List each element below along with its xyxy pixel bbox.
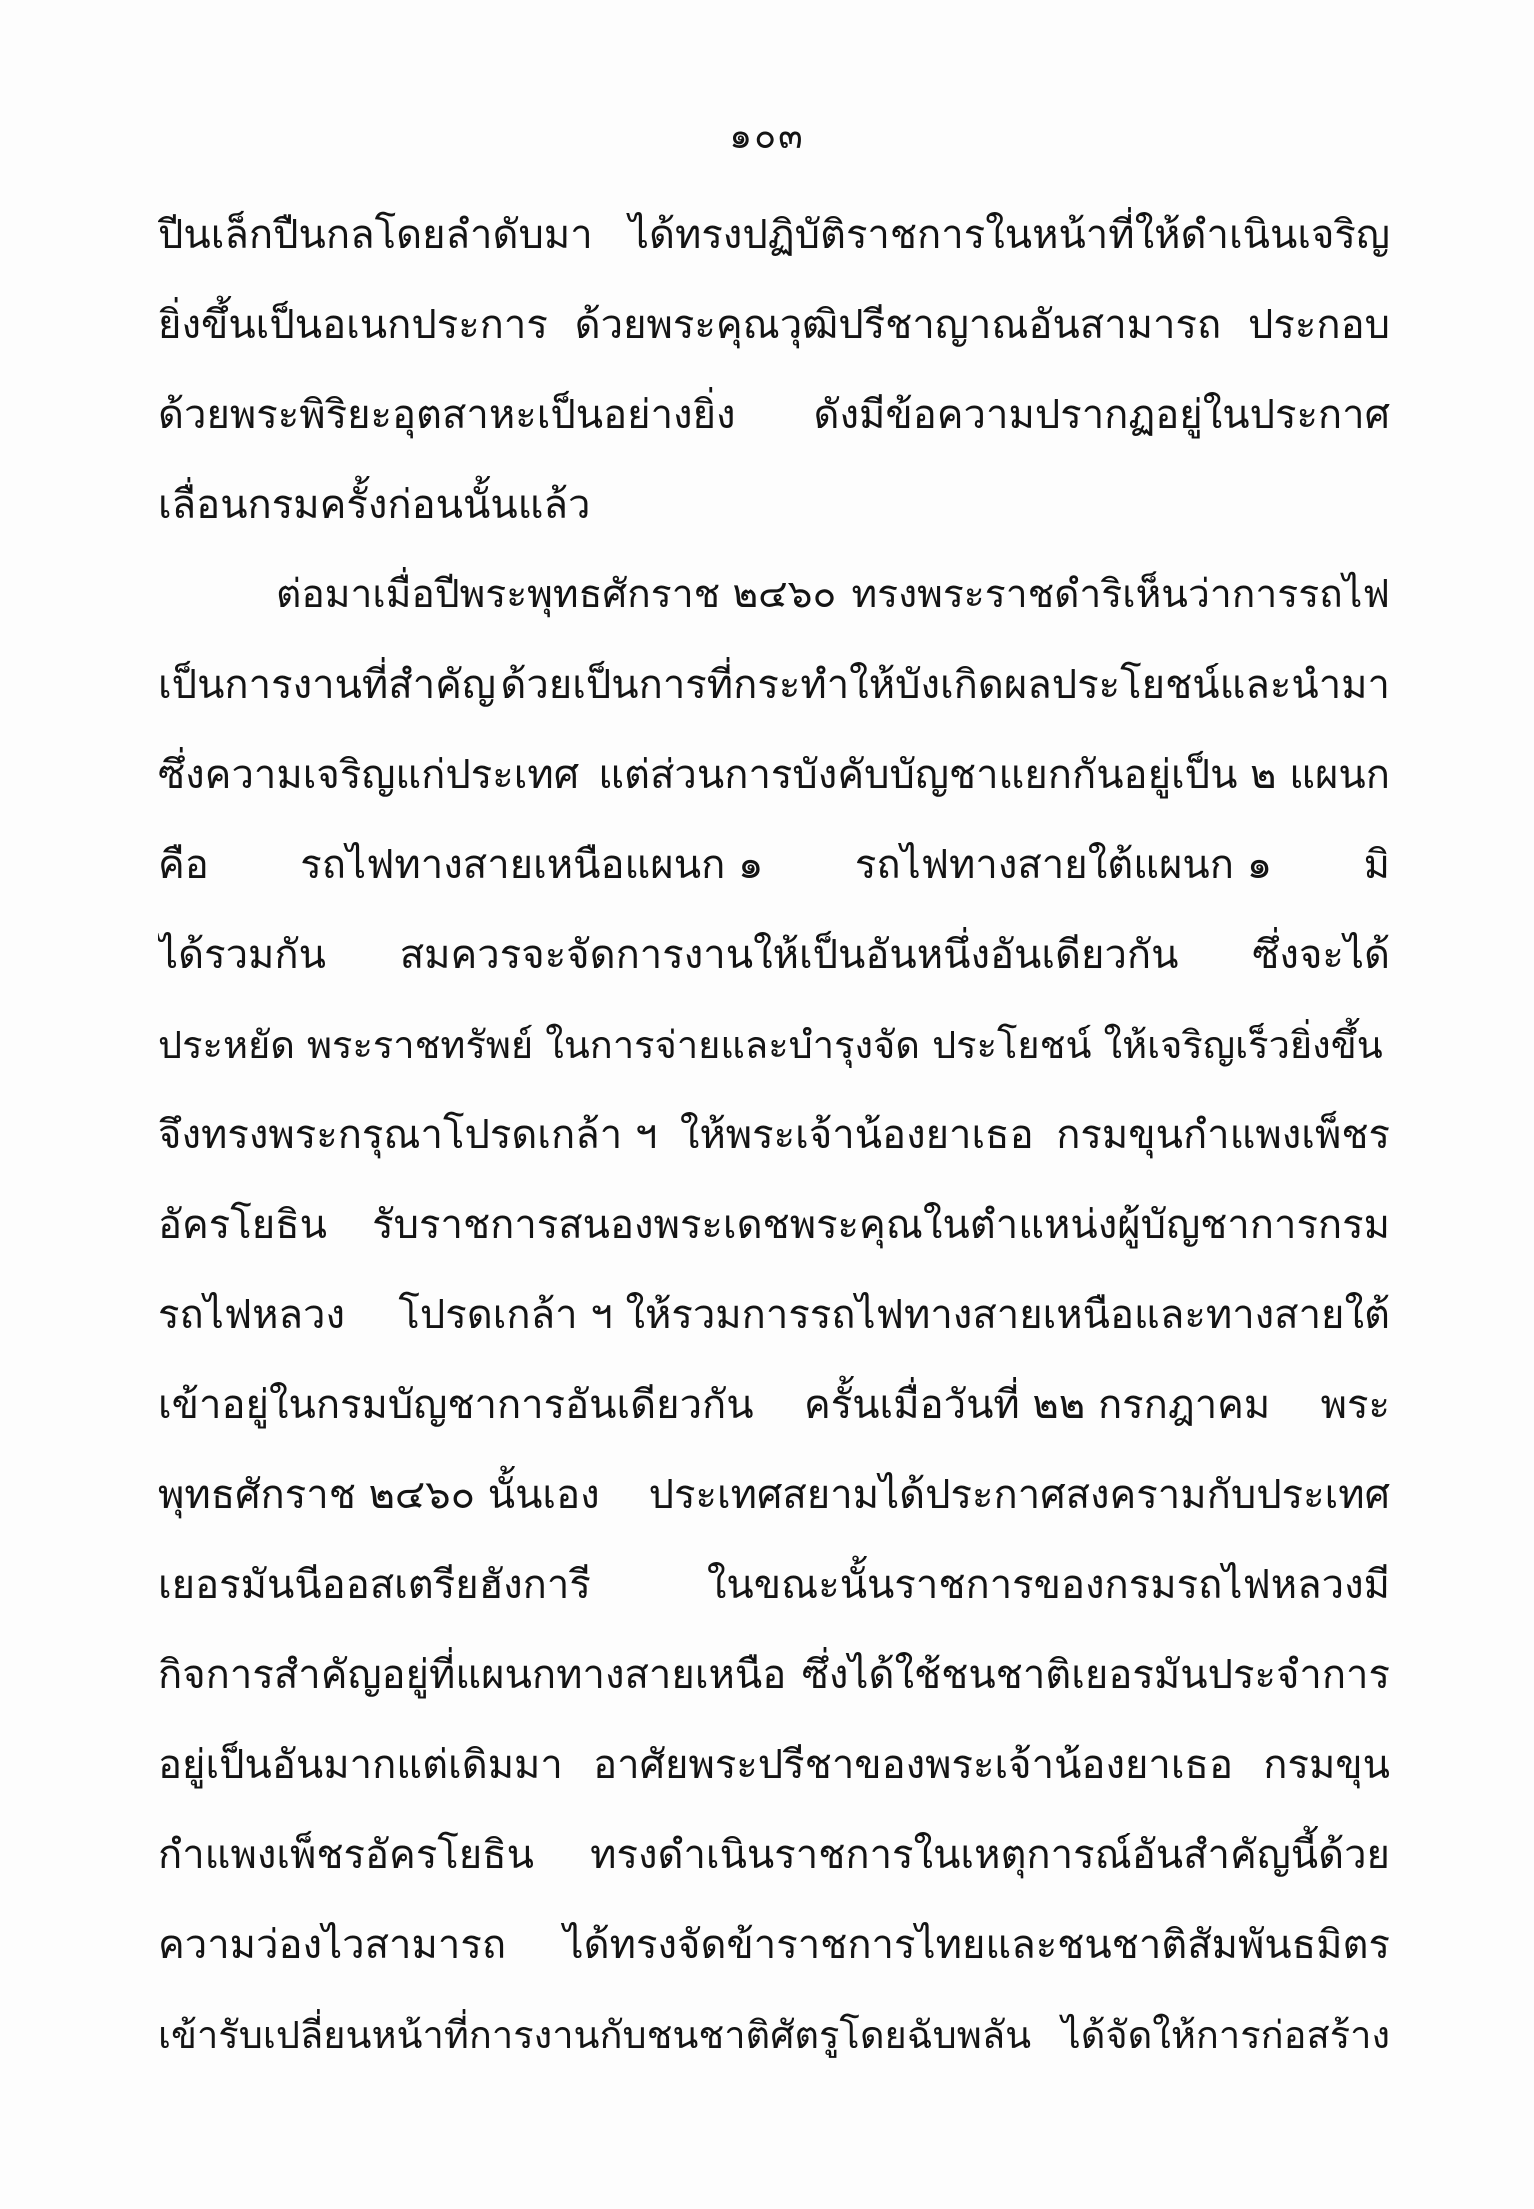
text-segment: ด้วยพระพิริยะอุตสาหะเป็นอย่างยิ่ง — [158, 392, 736, 438]
text-line — [158, 730, 1390, 820]
text-segment: เป็นการงานที่สำคัญ — [158, 662, 496, 708]
text-segment: รับราชการสนองพระเดชพระคุณในตำแหน่งผู้บัญชาการกรม — [372, 1202, 1390, 1248]
text-line — [158, 1720, 1390, 1810]
text-line — [158, 1090, 1390, 1180]
text-line — [158, 910, 1390, 1000]
text-segment: อัครโยธิน — [158, 1202, 327, 1248]
text-line — [158, 640, 1390, 730]
text-segment: ทรงพระราชดำริเห็นว่าการรถไฟ — [851, 572, 1390, 617]
text-segment: รถไฟทางสายใต้แผนก ๑ — [854, 842, 1273, 888]
text-line — [158, 1000, 1390, 1090]
text-segment: เลื่อนกรมครั้งก่อนนั้นแล้ว — [158, 482, 591, 528]
text-segment: เข้ารับเปลี่ยนหน้าที่การงานกับชนชาติศัตรูโดยฉับพลัน — [158, 2013, 1032, 2057]
text-line — [158, 820, 1390, 910]
text-segment: กิจการสำคัญอยู่ที่แผนกทางสายเหนือ — [158, 1652, 787, 1698]
text-line — [158, 1180, 1390, 1270]
body-text — [158, 190, 1390, 2080]
text-segment: ด้วยพระคุณวุฒิปรีชาญาณอันสามารถ — [574, 302, 1222, 348]
text-segment: ซึ่งจะได้ — [1252, 932, 1390, 978]
text-segment: เข้าอยู่ในกรมบัญชาการอันเดียวกัน — [158, 1382, 754, 1428]
text-segment: ต่อมาเมื่อปีพระพุทธศักราช ๒๔๖๐ — [276, 572, 837, 617]
text-segment: ซึ่งได้ใช้ชนชาติเยอรมันประจำการ — [801, 1652, 1390, 1698]
text-segment: กรมขุนกำแพงเพ็ชร — [1056, 1112, 1390, 1158]
text-segment: แต่ส่วนการบังคับบัญชาแยกกันอยู่เป็น ๒ แผนก — [598, 752, 1390, 798]
text-segment: ความว่องไวสามารถ — [158, 1922, 507, 1968]
text-segment: คือ — [158, 842, 209, 888]
text-line — [158, 1990, 1390, 2080]
text-line — [158, 1360, 1390, 1450]
text-segment: ทรงดำเนินราชการในเหตุการณ์อันสำคัญนี้ด้วย — [590, 1832, 1390, 1878]
text-line — [158, 370, 1390, 460]
text-segment: พุทธศักราช ๒๔๖๐ นั้นเอง — [158, 1472, 600, 1518]
text-segment: กรมขุน — [1263, 1742, 1390, 1788]
text-segment: ให้พระเจ้าน้องยาเธอ — [679, 1112, 1034, 1158]
text-segment: จึงทรงพระกรุณาโปรดเกล้า ฯ — [158, 1112, 658, 1158]
text-segment: อยู่เป็นอันมากแต่เดิมมา — [158, 1742, 563, 1788]
text-line — [158, 460, 1390, 550]
text-segment: ได้จัดให้การก่อสร้าง — [1061, 2013, 1390, 2057]
text-line — [158, 1810, 1390, 1900]
text-segment: ด้วยเป็นการที่กระทำให้บังเกิดผลประโยชน์และนำมา — [500, 662, 1390, 708]
text-line — [158, 1900, 1390, 1990]
text-line — [158, 550, 1390, 640]
page-number: ๑๐๓ — [729, 116, 805, 157]
text-segment: ได้ทรงจัดข้าราชการไทยและชนชาติสัมพันธมิตร — [563, 1922, 1390, 1968]
text-segment: เยอรมันนีออสเตรียฮังการี — [158, 1562, 591, 1608]
text-segment: ปีนเล็กปืนกลโดยลำดับมา — [158, 212, 593, 258]
text-segment: ได้ทรงปฏิบัติราชการในหน้าที่ให้ดำเนินเจริญ — [628, 212, 1390, 258]
text-segment: สมควรจะจัดการงานให้เป็นอันหนึ่งอันเดียวกัน — [399, 932, 1179, 978]
text-segment: ประเทศสยามได้ประกาศสงครามกับประเทศ — [648, 1472, 1390, 1518]
text-segment: รถไฟทางสายเหนือแผนก ๑ — [300, 842, 764, 888]
text-segment: ดังมีข้อความปรากฏอยู่ในประกาศ — [813, 392, 1390, 438]
text-segment: มิ — [1363, 842, 1390, 888]
text-segment: ได้รวมกัน — [158, 932, 326, 978]
text-line — [158, 1270, 1390, 1360]
text-line — [158, 280, 1390, 370]
text-segment: ในขณะนั้นราชการของกรมรถไฟหลวงมี — [706, 1562, 1390, 1608]
text-segment: พระ — [1320, 1382, 1390, 1428]
text-segment: ประกอบ — [1248, 302, 1390, 348]
text-line — [158, 1450, 1390, 1540]
text-line — [158, 1630, 1390, 1720]
text-line — [158, 190, 1390, 280]
text-segment: ยิ่งขึ้นเป็นอเนกประการ — [158, 302, 548, 348]
text-segment: อาศัยพระปรีชาของพระเจ้าน้องยาเธอ — [593, 1742, 1233, 1788]
text-segment: โปรดเกล้า ฯ ให้รวมการรถไฟทางสายเหนือและทางสายใต้ — [398, 1292, 1390, 1338]
text-segment: ซึ่งความเจริญแก่ประเทศ — [158, 752, 580, 798]
text-segment: ครั้นเมื่อวันที่ ๒๒ กรกฎาคม — [803, 1382, 1271, 1428]
text-line — [158, 1540, 1390, 1630]
text-segment: รถไฟหลวง — [158, 1292, 346, 1338]
text-segment: กำแพงเพ็ชรอัครโยธิน — [158, 1832, 534, 1878]
text-segment: ประหยัด พระราชทรัพย์ ในการจ่ายและบำรุงจัด ประโยชน์ ให้เจริญเร็วยิ่งขึ้น — [158, 1023, 1383, 1067]
